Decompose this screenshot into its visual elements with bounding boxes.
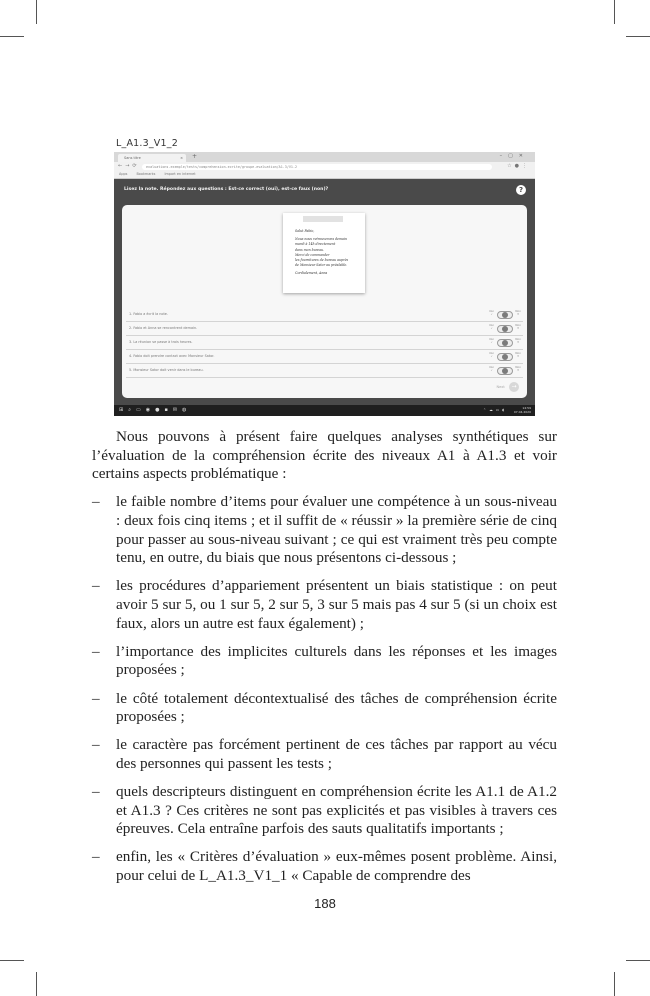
bullet-item: – le caractère pas forcément pertinent de ces tâches par rapport au vécu des personnes qui passent les tests ; bbox=[92, 736, 557, 773]
no-option[interactable] bbox=[515, 324, 521, 331]
yes-option[interactable] bbox=[489, 366, 494, 373]
toggle-knob bbox=[502, 326, 508, 332]
browser-tab-strip bbox=[114, 152, 535, 162]
next-arrow-icon[interactable]: → bbox=[509, 382, 519, 392]
exercise-app bbox=[114, 179, 535, 405]
note-text bbox=[295, 229, 361, 277]
close-icon[interactable]: × bbox=[180, 156, 183, 160]
crop-mark-bottom-left bbox=[36, 972, 37, 996]
help-icon[interactable]: ? bbox=[516, 185, 526, 195]
toggle-knob bbox=[502, 368, 508, 374]
answer-toggle[interactable] bbox=[497, 339, 513, 347]
no-label: Non bbox=[515, 365, 521, 369]
cross-icon: ✕ bbox=[517, 368, 520, 373]
note-line: mardi à 14h directement bbox=[295, 242, 336, 247]
note-line: de Monsieur Sator au préalable. bbox=[295, 263, 348, 268]
question-text: 1. Fabio a écrit la note. bbox=[129, 312, 168, 316]
note-card bbox=[283, 213, 365, 293]
question-row bbox=[126, 365, 523, 378]
no-option[interactable] bbox=[515, 310, 521, 317]
browser-menu-icons[interactable]: ☆●⋮ bbox=[507, 163, 530, 169]
yes-label: Oui bbox=[489, 337, 494, 341]
exercise-instruction: Lisez la note. Répondez aux questions : Est-ce correct (oui), est-ce faux (non)? bbox=[124, 187, 329, 192]
question-row bbox=[126, 337, 523, 350]
answer-toggle[interactable] bbox=[497, 311, 513, 319]
next-label: Next bbox=[496, 385, 505, 389]
taskbar-date: 07.04.2020 bbox=[513, 410, 531, 415]
crop-mark-top-left-h bbox=[0, 36, 24, 37]
figure-label: L_A1.3_V1_2 bbox=[116, 138, 178, 149]
navigation-icons[interactable]: ←→⟳ bbox=[118, 163, 140, 169]
yes-label: Oui bbox=[489, 351, 494, 355]
question-text: 3. La réunion se passe à trois heures. bbox=[129, 340, 193, 344]
note-line: les fournitures de bureau auprès bbox=[295, 258, 349, 263]
yes-label: Oui bbox=[489, 323, 494, 327]
bullet-list bbox=[92, 493, 557, 885]
system-tray-icons[interactable]: ⌃☁▭◖ bbox=[483, 408, 507, 412]
no-label: Non bbox=[515, 337, 521, 341]
url-input[interactable] bbox=[142, 164, 492, 170]
taskbar-time: 14:59 bbox=[522, 406, 531, 410]
browser-tab-title: Sans titre bbox=[124, 156, 141, 160]
yes-label: Oui bbox=[489, 309, 494, 313]
answer-toggle[interactable] bbox=[497, 367, 513, 375]
url-text: evaluations.exemple/tests/comprehension-ecrite/groupe-evaluation/A1.3/V1-2 bbox=[146, 164, 298, 169]
toggle-knob bbox=[502, 354, 508, 360]
yes-option[interactable] bbox=[489, 338, 494, 345]
question-text: 4. Fabio doit prendre contact avec Monsieur Sator. bbox=[129, 354, 215, 358]
question-text: 5. Monsieur Sator doit venir dans le bureau. bbox=[129, 368, 204, 372]
taskbar-app-icons[interactable]: ⊞⌕▭◉●▪✉◍ bbox=[119, 407, 192, 413]
window-controls[interactable]: –▢✕ bbox=[499, 153, 529, 159]
browser-address-bar bbox=[114, 162, 535, 171]
crop-mark-bottom-right bbox=[614, 972, 615, 996]
crop-mark-top-right bbox=[614, 0, 615, 24]
crop-mark-top-right-h bbox=[626, 36, 650, 37]
no-label: Non bbox=[515, 309, 521, 313]
crop-mark-bottom-left-h bbox=[0, 960, 24, 961]
intro-paragraph: Nous pouvons à présent faire quelques analyses synthétiques sur l’évaluation de la compréhension écrite des niveaux A1 à A1.3 et voir certains aspects problématique : bbox=[92, 428, 557, 483]
cross-icon: ✕ bbox=[517, 354, 520, 359]
note-line: Merci de commander bbox=[295, 252, 330, 257]
bullet-item: – enfin, les « Critères d’évaluation » eux-mêmes posent problème. Ainsi, pour celui de L_A1.3_V1_1 « Capable de comprendre des bbox=[92, 848, 557, 885]
cross-icon: ✕ bbox=[517, 312, 520, 317]
no-option[interactable] bbox=[515, 366, 521, 373]
check-icon: ✓ bbox=[490, 354, 493, 359]
new-tab-icon[interactable]: + bbox=[192, 153, 198, 160]
bookmark-item[interactable]: Apps bbox=[119, 172, 128, 176]
bookmarks-bar bbox=[114, 171, 535, 179]
taskbar-clock[interactable] bbox=[514, 406, 531, 414]
bullet-item: – le faible nombre d’items pour évaluer une compétence à un sous-niveau : deux fois cinq items ; et il suffit de « réussir » la première série de cinq pour passer au sous-niveau suivant ; ce qui est vraiment très peu compte tenu, en outre, du biais que nous présentons ci-dessous ; bbox=[92, 493, 557, 567]
browser-tab[interactable] bbox=[118, 154, 186, 162]
next-control[interactable] bbox=[496, 382, 519, 392]
check-icon: ✓ bbox=[490, 340, 493, 345]
page-number: 188 bbox=[314, 896, 336, 911]
no-option[interactable] bbox=[515, 338, 521, 345]
check-icon: ✓ bbox=[490, 326, 493, 331]
body-text bbox=[92, 428, 557, 886]
answer-toggle[interactable] bbox=[497, 325, 513, 333]
note-line: Nous nous retrouverons demain bbox=[295, 237, 348, 242]
check-icon: ✓ bbox=[490, 312, 493, 317]
crop-mark-bottom-right-h bbox=[626, 960, 650, 961]
cross-icon: ✕ bbox=[517, 326, 520, 331]
yes-option[interactable] bbox=[489, 324, 494, 331]
question-text: 2. Fabio et Anna se rencontrent demain. bbox=[129, 326, 198, 330]
windows-taskbar bbox=[114, 405, 535, 416]
toggle-knob bbox=[502, 312, 508, 318]
bullet-item: – les procédures d’appariement présentent un biais statistique : on peut avoir 5 sur 5, ou 1 sur 5, 2 sur 5, 3 sur 5 mais pas 4 sur 5 (si un choix est faux, alors un autre est faux également) ; bbox=[92, 577, 557, 633]
answer-toggle[interactable] bbox=[497, 353, 513, 361]
note-line: dans mon bureau. bbox=[295, 247, 325, 252]
cross-icon: ✕ bbox=[517, 340, 520, 345]
bullet-item: – le côté totalement décontextualisé des tâches de compréhension écrite proposées ; bbox=[92, 690, 557, 727]
no-label: Non bbox=[515, 351, 521, 355]
yes-option[interactable] bbox=[489, 310, 494, 317]
question-row bbox=[126, 323, 523, 336]
bullet-item: – quels descripteurs distinguent en compréhension écrite les A1.1 de A1.2 et A1.3 ? Ces critères ne sont pas explicités et pas visibles à travers ces épreuves. Cela entraîne parfois des sauts qualitatifs importants ; bbox=[92, 783, 557, 839]
note-line: Salut Fabio, bbox=[295, 229, 315, 233]
note-line: Cordialement, Anna bbox=[295, 271, 328, 276]
note-tape bbox=[303, 216, 343, 222]
check-icon: ✓ bbox=[490, 368, 493, 373]
crop-mark-top-left bbox=[36, 0, 37, 24]
exercise-panel bbox=[122, 205, 527, 398]
screenshot-figure bbox=[114, 152, 535, 416]
yes-label: Oui bbox=[489, 365, 494, 369]
question-row bbox=[126, 351, 523, 364]
bullet-item: – l’importance des implicites culturels dans les réponses et les images proposées ; bbox=[92, 643, 557, 680]
question-row bbox=[126, 309, 523, 322]
bookmark-item[interactable]: Import en internet bbox=[164, 172, 196, 176]
toggle-knob bbox=[502, 340, 508, 346]
yes-option[interactable] bbox=[489, 352, 494, 359]
no-option[interactable] bbox=[515, 352, 521, 359]
no-label: Non bbox=[515, 323, 521, 327]
bookmark-item[interactable]: Bookmarks bbox=[136, 172, 156, 176]
